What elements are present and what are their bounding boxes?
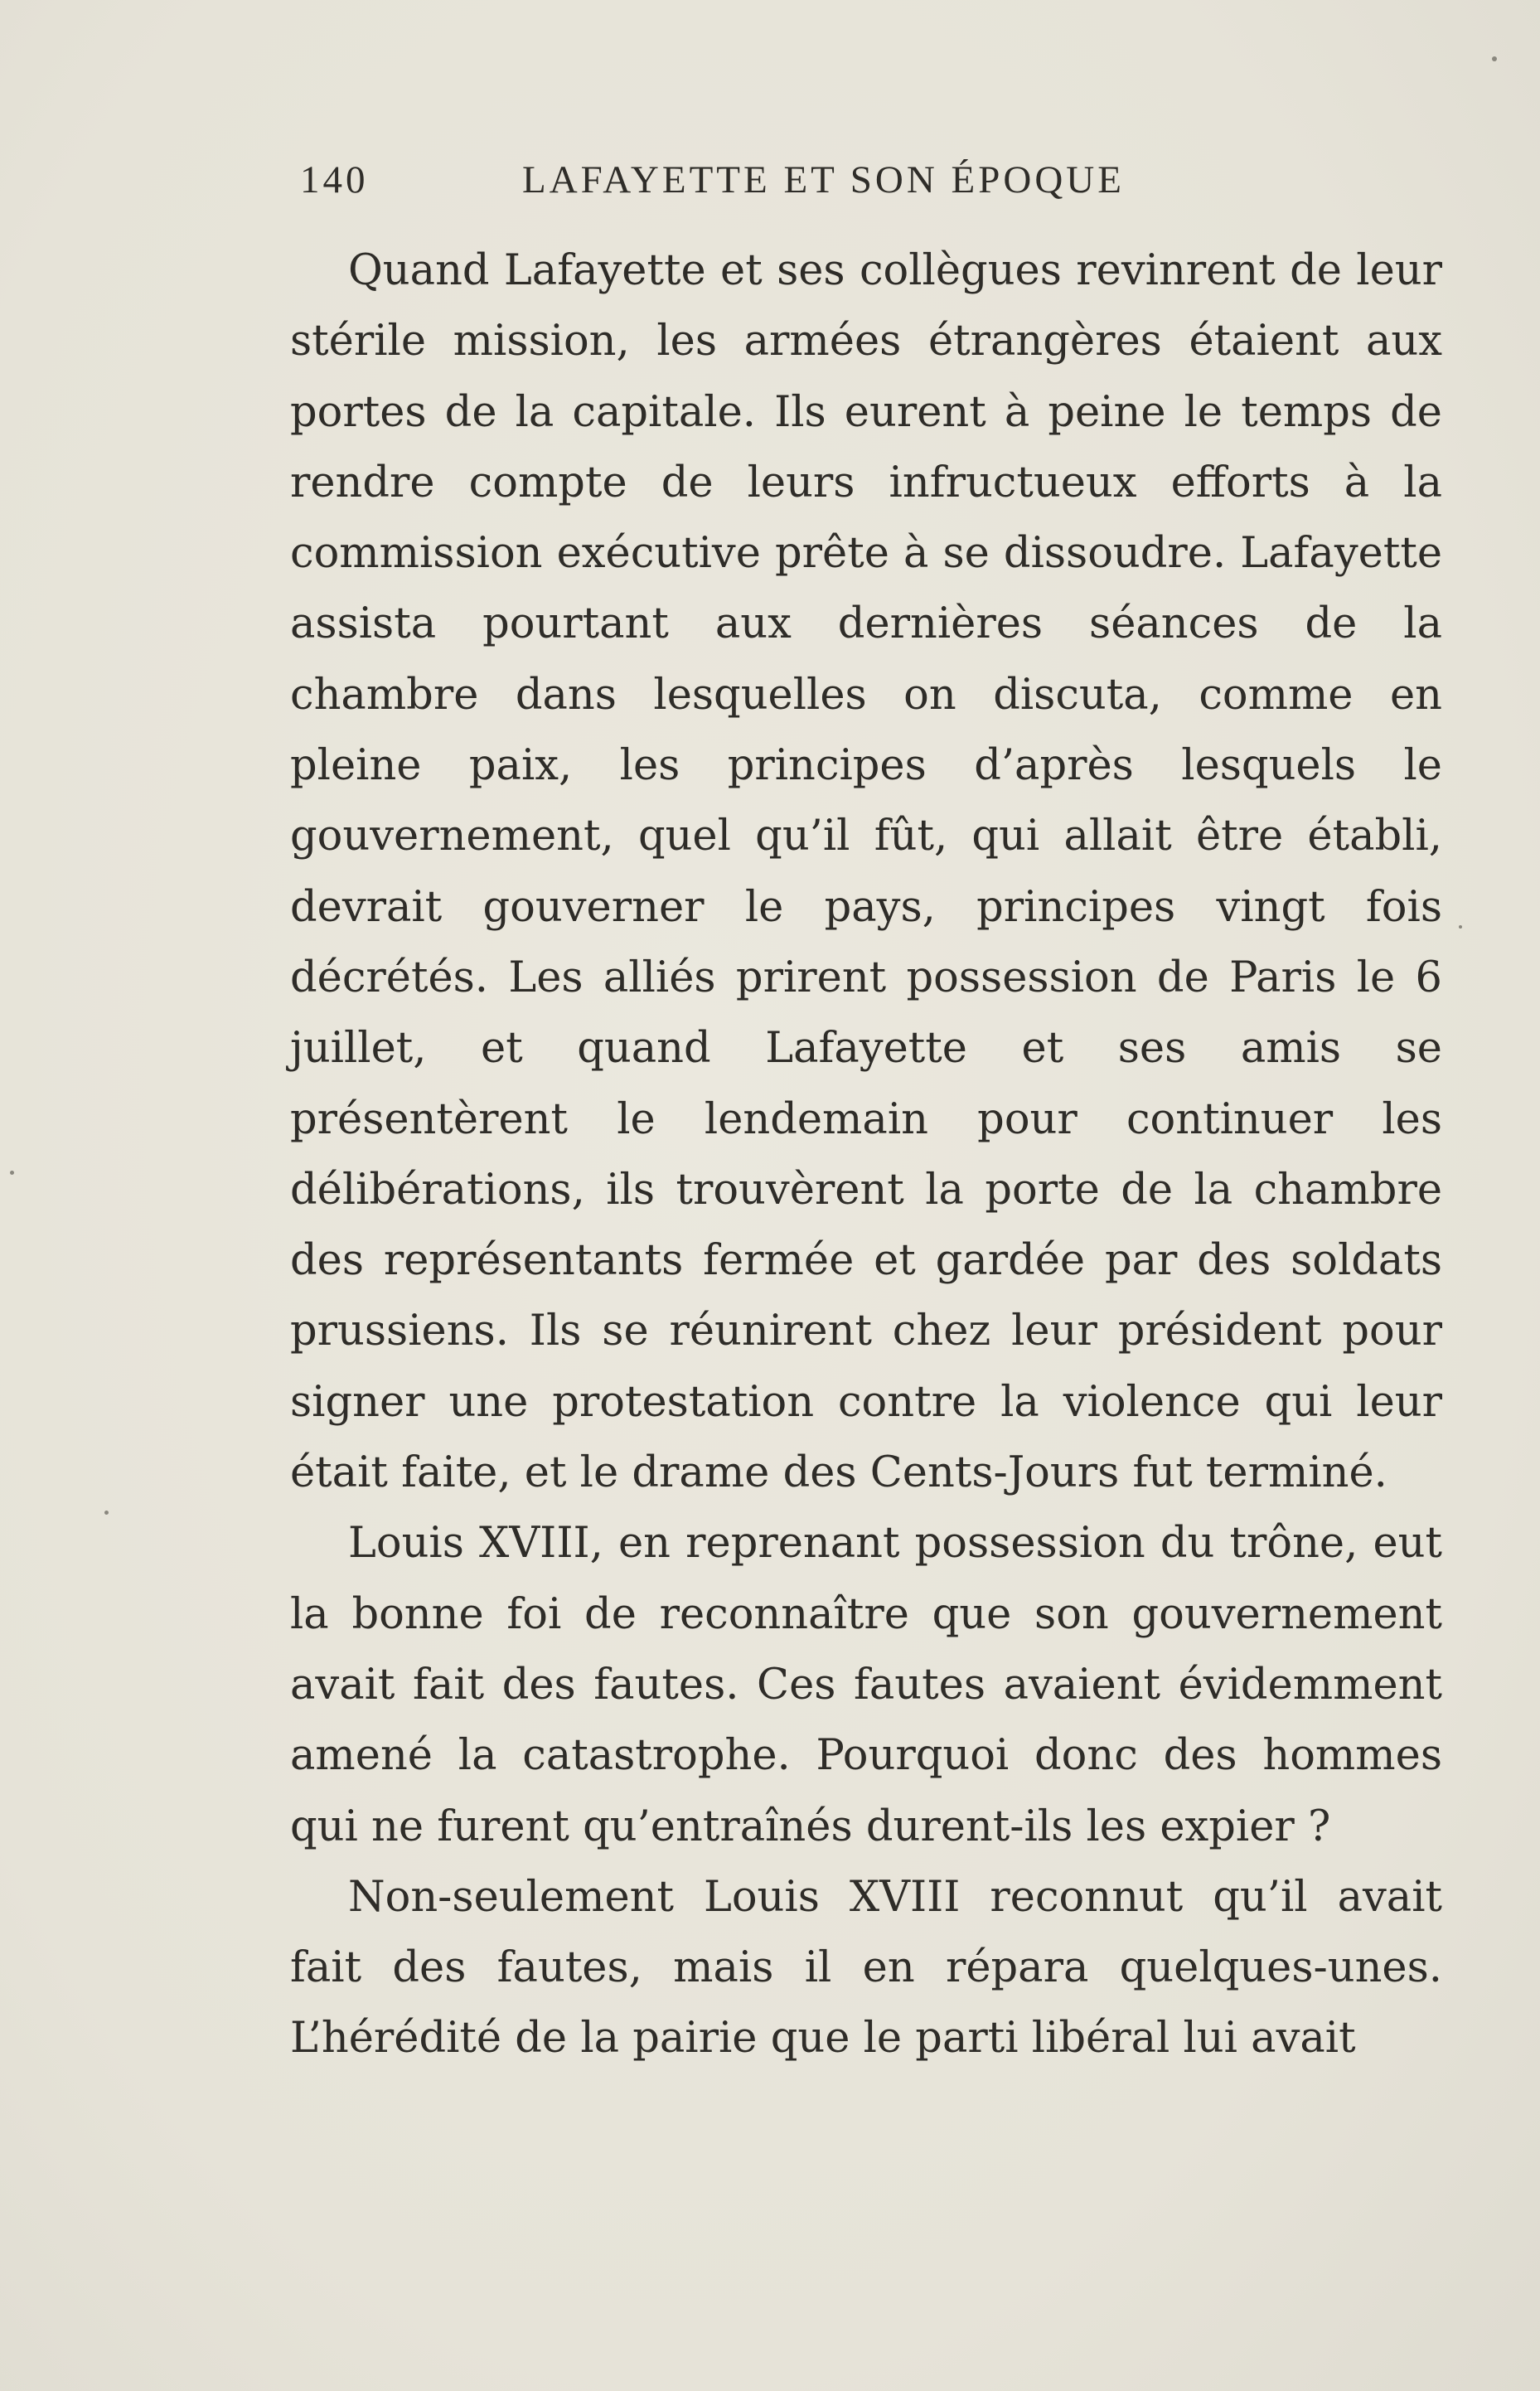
paragraph: Quand Lafayette et ses collègues revinrent de leur stérile mission, les armées étrangères étaient aux portes de la capitale. Ils eurent à peine le temps de rendre compte de leurs infructueux efforts à la commission exécutive prête à se dissoudre. Lafayette assista pourtant aux dernières séances de la chambre dans lesquelles on discuta, comme en pleine paix, les principes d’après lesquels le gouvernement, quel qu’il fût, qui allait être établi, devrait gouverner le pays, principes vingt fois décrétés. Les alliés prirent possession de Paris le 6 juillet, et quand Lafayette et ses amis se présentèrent le lendemain pour continuer les délibérations, ils trouvèrent la porte de la chambre des représentants fermée et gardée par des soldats prussiens. Ils se réunirent chez leur président pour signer une protestation contre la violence qui leur était faite, et le drame des Cents-Jours fut terminé. [290, 246, 1442, 1498]
paragraph: Non-seulement Louis XVIII reconnut qu’il avait fait des fautes, mais il en répara quelques-unes. L’hérédité de la pairie que le parti libéral lui avait [290, 1872, 1442, 2064]
paragraph: Louis XVIII, en reprenant possession du trône, eut la bonne foi de reconnaître que son gouvernement avait fait des fautes. Ces fautes avaient évidemment amené la catastrophe. Pourquoi donc des hommes qui ne furent qu’entraînés durent-ils les expier ? [290, 1519, 1442, 1851]
running-head [300, 158, 1224, 216]
page-number: 140 [300, 158, 369, 201]
paper-speck [1459, 925, 1462, 929]
body-text [290, 235, 1442, 2074]
book-title: LAFAYETTE ET SON ÉPOQUE [522, 158, 1125, 201]
paper-speck [1492, 56, 1497, 61]
paper-speck [10, 1171, 14, 1175]
paper-speck [104, 1511, 109, 1515]
